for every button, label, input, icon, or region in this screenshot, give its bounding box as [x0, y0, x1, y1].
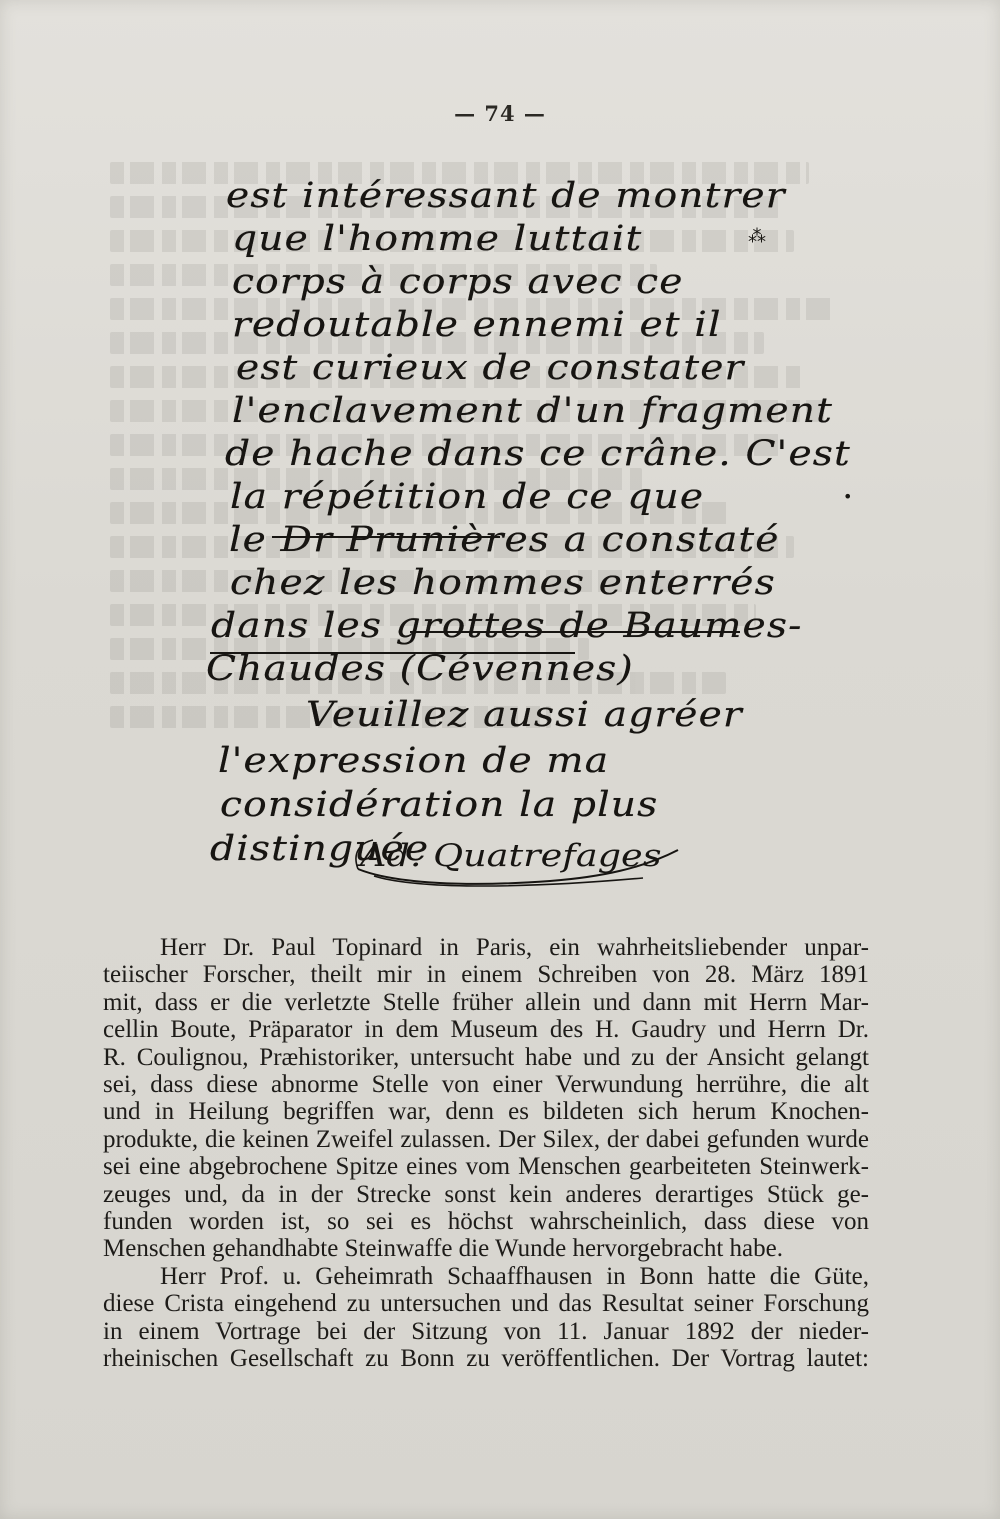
paragraph	[103, 934, 869, 1263]
text-line: teiischer Forscher, theilt mir in einem Schreiben von 28. März 1891	[103, 961, 869, 989]
text-line: diese Crista eingehend zu untersuchen und das Resultat seiner Forschung	[103, 1290, 869, 1318]
margin-mark-icon: ⁂	[748, 226, 766, 247]
text-line: in einem Vortrage bei der Sitzung von 11. Januar 1892 der nieder-	[103, 1317, 869, 1345]
handwritten-line: la répétition de ce que	[230, 477, 705, 517]
handwritten-line: l'enclavement d'un fragment	[232, 391, 833, 431]
paragraph	[103, 1263, 869, 1373]
handwritten-underline	[210, 652, 575, 654]
handwritten-line: que l'homme luttait	[232, 219, 643, 259]
handwritten-line: Veuillez aussi agréer	[306, 695, 743, 735]
handwritten-line: chez les hommes enterrés	[230, 563, 776, 603]
text-line: produkte, die keinen Zweifel zulassen. Der Silex, der dabei gefunden wurde	[103, 1125, 869, 1153]
text-line: und in Heilung begriffen war, denn es bildeten sich herum Knochen-	[103, 1098, 869, 1126]
handwritten-underline	[410, 631, 740, 633]
handwritten-line: distinguée	[210, 829, 430, 869]
handwritten-line: dans les grottes de Baumes-	[211, 606, 803, 646]
handwritten-line: redoutable ennemi et il	[232, 305, 722, 345]
text-line: zeuges und, da in der Strecke sonst kein anderes derartiges Stück ge-	[103, 1180, 869, 1208]
handwritten-line: considération la plus	[220, 785, 659, 825]
signature-text: Ad. Quatrefages	[360, 838, 662, 874]
handwritten-underline	[272, 536, 500, 538]
margin-mark-icon: •	[843, 487, 853, 506]
handwritten-line: Chaudes (Cévennes)	[206, 649, 634, 689]
text-line: Herr Dr. Paul Topinard in Paris, ein wahrheitsliebender unpar-	[160, 934, 869, 961]
text-line: rheinischen Gesellschaft zu Bonn zu veröffentlichen. Der Vortrag lautet:	[103, 1345, 869, 1373]
text-line: sei, dass diese abnorme Stelle von einer Verwundung herrühre, die alt	[103, 1071, 869, 1099]
signature	[340, 832, 685, 890]
text-line: R. Coulignou, Præhistoriker, untersucht habe und zu der Ansicht gelangt	[103, 1043, 869, 1071]
article-text	[103, 934, 869, 1373]
handwritten-line: est intéressant de montrer	[226, 176, 786, 216]
handwritten-line: le Dr Prunières a constaté	[229, 520, 780, 560]
text-line: mit, dass er die verletzte Stelle früher allein und dann mit Herrn Mar-	[103, 988, 869, 1016]
handwritten-line: de hache dans ce crâne. C'est	[225, 434, 851, 474]
page-number: — 74 —	[454, 101, 546, 126]
text-line: funden worden ist, so sei es höchst wahrscheinlich, dass diese von	[103, 1208, 869, 1236]
handwritten-line: corps à corps avec ce	[232, 262, 684, 302]
handwritten-line: l'expression de ma	[218, 741, 610, 781]
text-line: cellin Boute, Präparator in dem Museum des H. Gaudry und Herrn Dr.	[103, 1016, 869, 1044]
handwritten-line: est curieux de constater	[236, 348, 745, 388]
text-line: Herr Prof. u. Geheimrath Schaaffhausen in Bonn hatte die Güte,	[160, 1262, 869, 1290]
text-line: sei eine abgebrochene Spitze eines vom Menschen gearbeiteten Steinwerk-	[103, 1153, 869, 1181]
text-line: Menschen gehandhabte Steinwaffe die Wunde hervorgebracht habe.	[103, 1235, 783, 1263]
